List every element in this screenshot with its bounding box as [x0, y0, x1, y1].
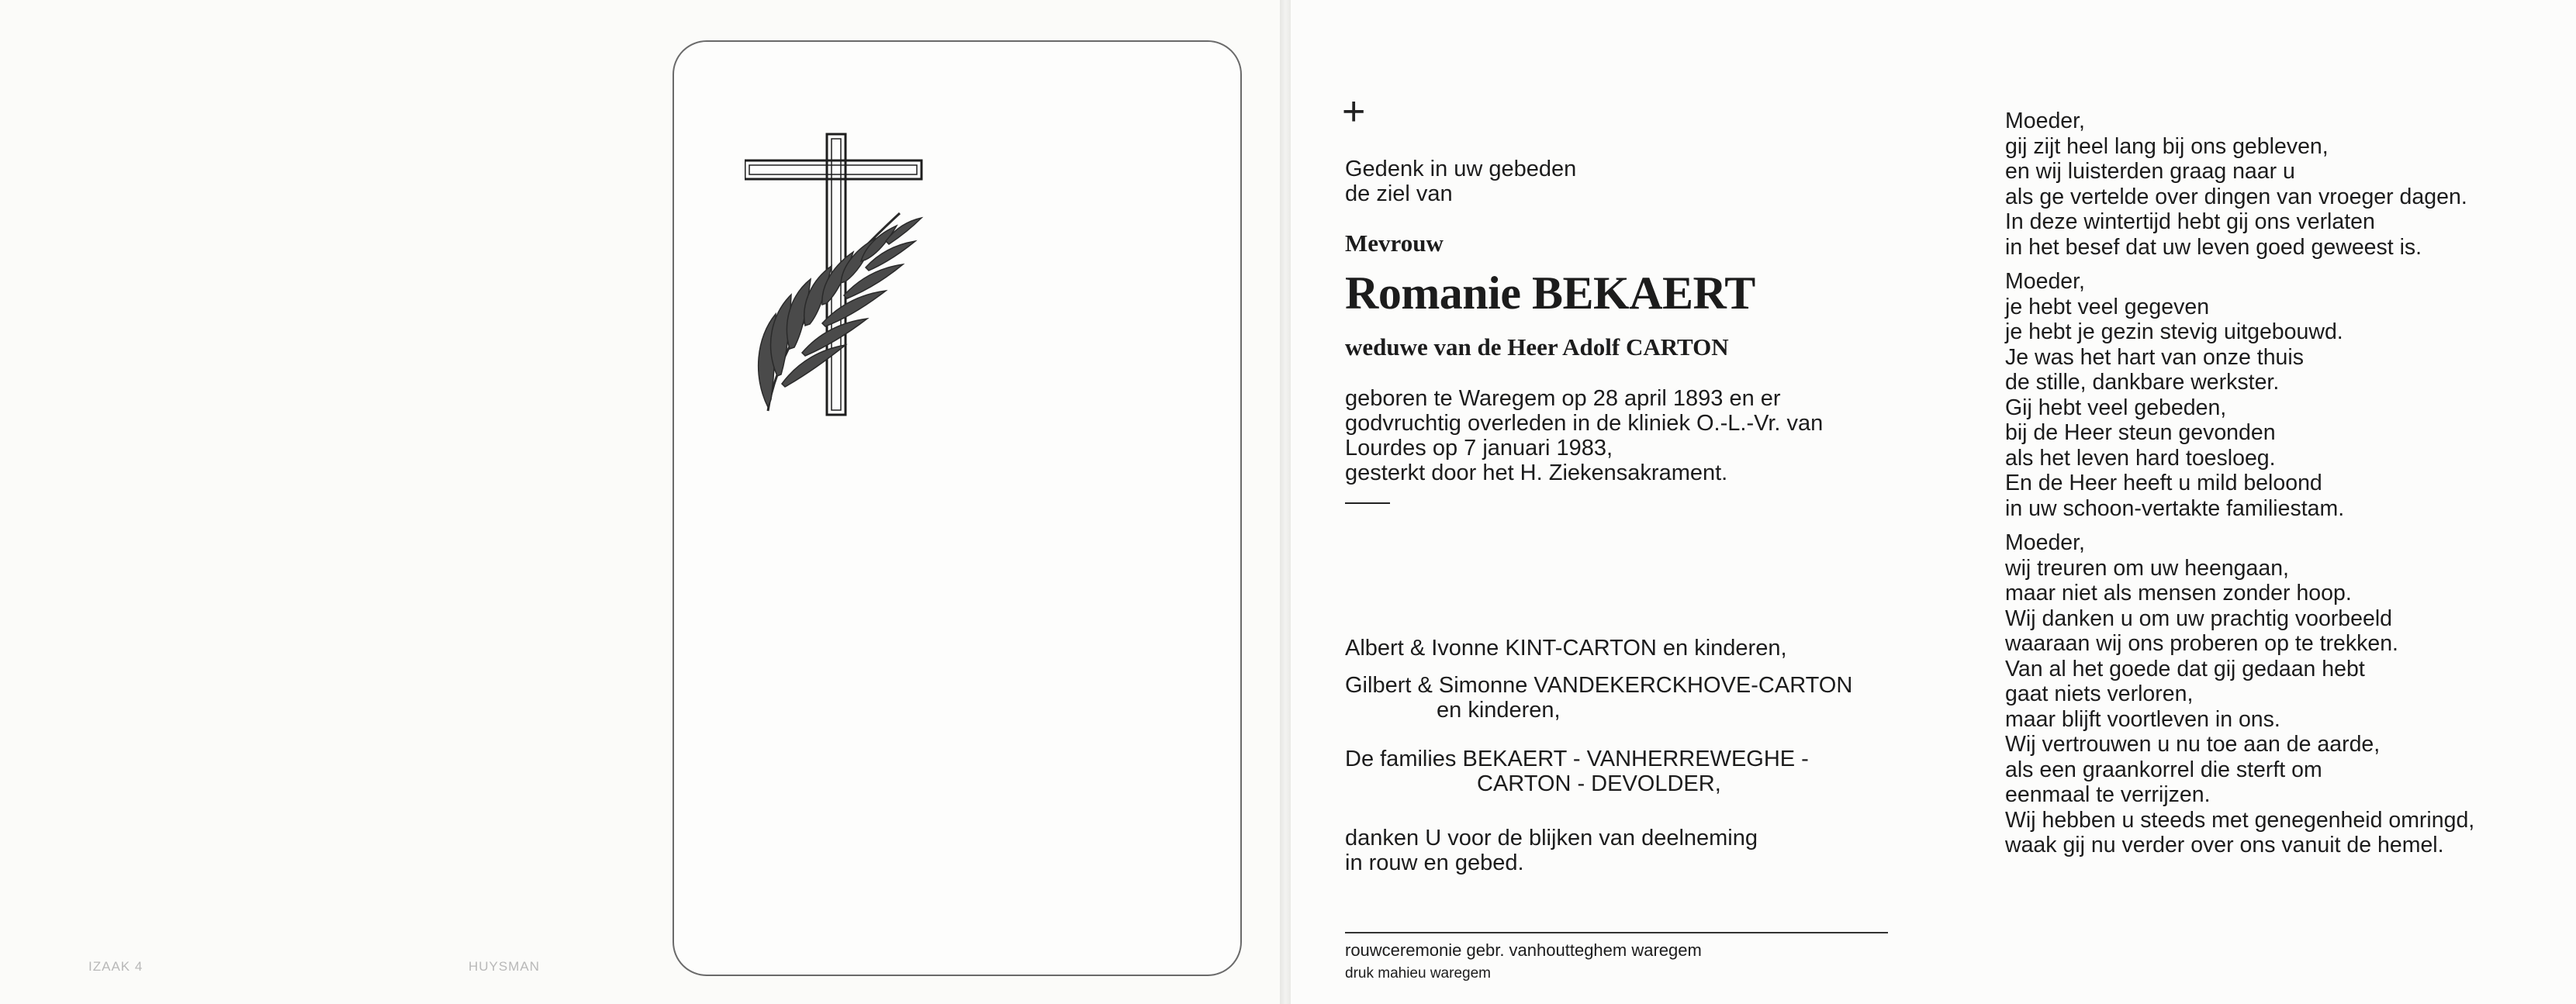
family-line-part: De families BEKAERT - VANHERREWEGHE -	[1345, 747, 1809, 771]
poem-line: je hebt veel gegeven	[2005, 294, 2210, 319]
family-line	[1345, 747, 1809, 796]
poem-stanza	[2005, 109, 2474, 260]
cross-with-palm-icon	[745, 128, 931, 423]
intro-line: Gedenk in uw gebeden	[1345, 157, 1577, 181]
cross-sign: +	[1342, 89, 1366, 134]
biography	[1345, 386, 1823, 485]
poem-line: Moeder,	[2005, 269, 2085, 294]
poem-line: Je was het hart van onze thuis	[2005, 344, 2304, 370]
thanks-line: in rouw en gebed.	[1345, 850, 1524, 875]
footer-rule	[1345, 932, 1888, 933]
family-line-part: en kinderen,	[1437, 698, 1561, 723]
poem-line: maar blijft voortleven in ons.	[2005, 706, 2280, 732]
poem	[2005, 109, 2474, 868]
poem-line: Moeder,	[2005, 530, 2085, 555]
card-fold	[1280, 0, 1291, 1004]
poem-line: in uw schoon-vertakte familiestam.	[2005, 495, 2345, 521]
divider	[1345, 502, 1390, 504]
poem-line: wij treuren om uw heengaan,	[2005, 555, 2289, 581]
printer-credit: druk mahieu waregem	[1345, 965, 1491, 982]
poem-stanza	[2005, 530, 2474, 858]
poem-line: Gij hebt veel gebeden,	[2005, 395, 2227, 420]
poem-line: en wij luisterden graag naar u	[2005, 159, 2295, 184]
thanks-line: danken U voor de blijken van deelneming	[1345, 826, 1758, 850]
poem-line: als ge vertelde over dingen van vroeger dagen.	[2005, 184, 2467, 209]
family-line: Albert & Ivonne KINT-CARTON en kinderen,	[1345, 636, 1787, 661]
ceremony-credit: rouwceremonie gebr. vanhoutteghem waregem	[1345, 940, 1702, 960]
thanks-text	[1345, 826, 1758, 875]
widow-line: weduwe van de Heer Adolf CARTON	[1345, 333, 1729, 361]
poem-line: eenmaal te verrijzen.	[2005, 782, 2211, 807]
printer-mark: HUYSMAN	[469, 959, 541, 974]
bio-line: godvruchtig overleden in de kliniek O.-L.-Vr. van	[1345, 411, 1824, 436]
family-line-part: CARTON - DEVOLDER,	[1477, 771, 1721, 796]
poem-line: gij zijt heel lang bij ons gebleven,	[2005, 133, 2329, 159]
poem-line: In deze wintertijd hebt gij ons verlaten	[2005, 209, 2375, 234]
poem-line: Wij hebben u steeds met genegenheid omringd,	[2005, 807, 2475, 833]
poem-line: als een graankorrel die sterft om	[2005, 757, 2322, 782]
bio-line: Lourdes op 7 januari 1983,	[1345, 436, 1613, 461]
family-line-part: Gilbert & Simonne VANDEKERCKHOVE-CARTON	[1345, 673, 1853, 698]
deceased-title: Mevrouw	[1345, 229, 1444, 257]
bio-line: gesterkt door het H. Ziekensakrament.	[1345, 461, 1728, 485]
poem-line: als het leven hard toesloeg.	[2005, 445, 2276, 471]
poem-line: gaat niets verloren,	[2005, 681, 2194, 706]
poem-line: En de Heer heeft u mild beloond	[2005, 471, 2322, 495]
poem-line: Wij vertrouwen u nu toe aan de aarde,	[2005, 732, 2381, 757]
poem-line: waak gij nu verder over ons vanuit de hemel.	[2005, 833, 2444, 857]
poem-line: bij de Heer steun gevonden	[2005, 420, 2276, 445]
poem-line: de stille, dankbare werkster.	[2005, 370, 2280, 395]
poem-line: in het besef dat uw leven goed geweest is.	[2005, 234, 2422, 260]
printer-mark: IZAAK 4	[88, 959, 143, 974]
poem-line: je hebt je gezin stevig uitgebouwd.	[2005, 319, 2343, 344]
bio-line: geboren te Waregem op 28 april 1893 en er	[1345, 386, 1781, 411]
intro-text	[1345, 157, 1576, 206]
poem-line: Wij danken u om uw prachtig voorbeeld	[2005, 606, 2393, 631]
family-line	[1345, 673, 1852, 723]
poem-line: Moeder,	[2005, 109, 2085, 133]
deceased-name: Romanie BEKAERT	[1345, 267, 1755, 319]
intro-line: de ziel van	[1345, 181, 1453, 206]
poem-line: Van al het goede dat gij gedaan hebt	[2005, 656, 2365, 681]
poem-line: maar niet als mensen zonder hoop.	[2005, 581, 2352, 606]
left-panel	[0, 0, 1280, 1004]
poem-line: waaraan wij ons proberen op te trekken.	[2005, 631, 2398, 656]
poem-stanza	[2005, 269, 2474, 521]
